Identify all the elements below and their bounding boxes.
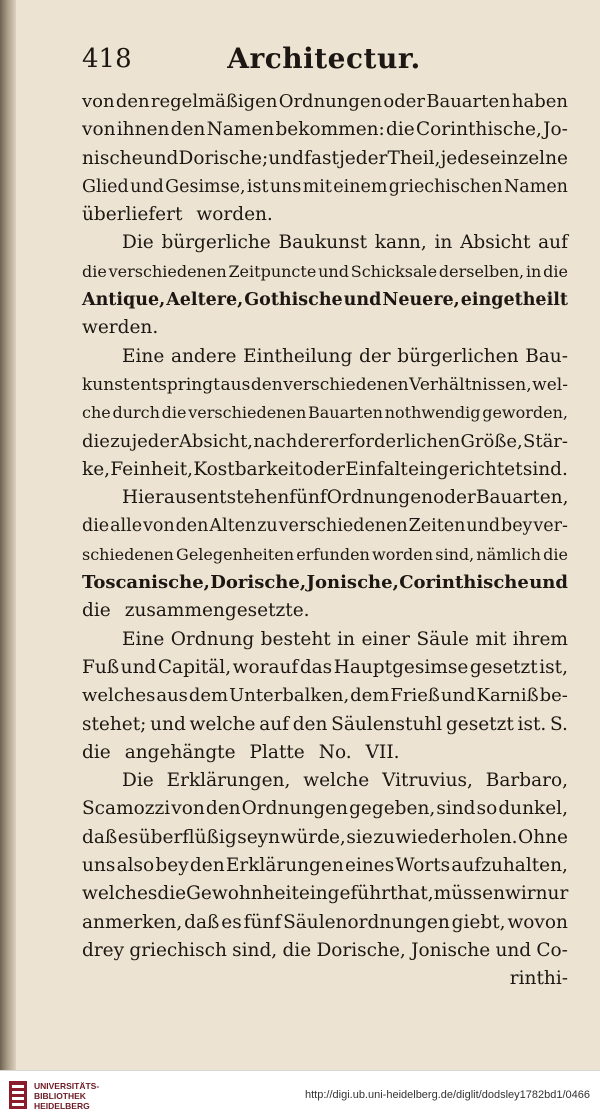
- word: verschiedenen: [278, 516, 408, 537]
- word: den: [175, 516, 209, 537]
- word: verschiedenen: [108, 261, 227, 281]
- word: von: [82, 91, 115, 112]
- word: die: [82, 741, 111, 763]
- word: und: [440, 685, 476, 707]
- word: Bauarten: [426, 91, 511, 112]
- page-text: [82, 88, 568, 994]
- word: bürgerlichen: [397, 345, 519, 367]
- word: Eintheilung: [243, 345, 353, 367]
- word: überflüßig: [138, 826, 237, 848]
- word: Bauarten: [307, 403, 383, 423]
- word: gesetzt: [469, 656, 538, 678]
- word: von: [82, 119, 116, 141]
- word: Bau-: [525, 345, 568, 367]
- word: kann,: [374, 232, 427, 254]
- word: Fuß: [82, 656, 120, 678]
- word: Gewohnheit: [186, 883, 299, 905]
- word: Ordnungen: [241, 798, 348, 820]
- word: ist.: [517, 713, 547, 735]
- text-line: [82, 880, 568, 908]
- text-line: [82, 145, 568, 173]
- text-line: [82, 541, 568, 569]
- word: regelmäßigen: [150, 91, 278, 112]
- word: eingetheilt: [460, 290, 568, 311]
- word: worauf: [232, 656, 299, 678]
- word: erforderlichen: [328, 430, 461, 452]
- word: Jo-: [543, 119, 568, 141]
- word: jedes: [440, 147, 490, 169]
- word: Vitruvius,: [382, 770, 473, 792]
- word: die: [161, 403, 187, 423]
- word: nach: [253, 430, 298, 452]
- word: dem: [350, 685, 390, 707]
- word: geworden,: [482, 403, 568, 423]
- word: Hieraus: [122, 487, 197, 509]
- text-line: [82, 569, 568, 597]
- word: angehängte: [124, 741, 236, 763]
- word: daß: [82, 826, 118, 848]
- word: dem: [188, 685, 229, 707]
- word: Hauptgesimse: [333, 656, 469, 678]
- word: bey: [155, 855, 189, 877]
- word: die: [157, 883, 187, 905]
- library-name: [34, 1081, 99, 1111]
- text-line: [82, 682, 568, 710]
- word: Ordnungen: [278, 91, 383, 112]
- word: stehet;: [82, 713, 147, 735]
- word: und: [495, 939, 532, 961]
- text-line: [82, 711, 568, 739]
- word: auf: [259, 713, 289, 735]
- word: werden.: [82, 317, 159, 339]
- word: nische: [82, 147, 143, 169]
- word: Gesimse,: [165, 176, 246, 197]
- library-name-line: BIBLIOTHEK: [34, 1091, 86, 1101]
- word: nur: [535, 883, 569, 905]
- word: Feinheit,: [110, 458, 194, 480]
- word: sind.: [522, 458, 568, 480]
- text-line: [82, 597, 568, 625]
- word: und: [318, 261, 349, 281]
- viewer-footer: [0, 1070, 600, 1120]
- word: Stär-: [523, 430, 568, 452]
- word: Karniß: [476, 685, 539, 707]
- word: sie: [346, 826, 373, 848]
- word: Worts: [395, 855, 451, 877]
- word: einzelne: [489, 147, 568, 169]
- word: es: [221, 911, 242, 933]
- word: die: [386, 119, 415, 141]
- word: rinthi-: [509, 968, 568, 990]
- word: aus: [220, 374, 251, 395]
- word: entspringt: [130, 374, 220, 395]
- word: Schicksale: [350, 261, 438, 281]
- word: und: [529, 572, 568, 594]
- word: sind: [436, 798, 476, 820]
- text-line: [82, 739, 568, 767]
- word: Eine: [122, 628, 165, 650]
- word: che: [82, 403, 111, 423]
- text-line: [82, 201, 568, 229]
- word: müssen: [433, 883, 505, 905]
- library-name-line: HEIDELBERG: [34, 1101, 90, 1111]
- word: Kostbarkeit: [193, 458, 302, 480]
- word: und: [142, 147, 179, 169]
- word: Eine: [122, 345, 165, 367]
- text-line: [82, 654, 568, 682]
- word: fünf: [243, 911, 282, 933]
- word: welches: [82, 685, 156, 707]
- word: verschiedenen: [188, 403, 307, 423]
- word: daß: [184, 911, 220, 933]
- text-line: [82, 428, 568, 456]
- word: mit: [475, 628, 507, 650]
- word: durch: [112, 403, 160, 423]
- word: also: [116, 855, 155, 877]
- word: Absicht,: [178, 430, 254, 452]
- text-line: [82, 824, 568, 852]
- word: und: [466, 516, 501, 537]
- word: schiedenen: [82, 544, 174, 564]
- word: No.: [318, 741, 352, 763]
- word: der: [297, 430, 329, 452]
- word: ihrem: [512, 628, 568, 650]
- word: Unterbalken,: [229, 685, 350, 707]
- word: ver-: [533, 516, 568, 537]
- word: Co-: [536, 939, 568, 961]
- word: Zeiten: [408, 516, 466, 537]
- text-line: [82, 512, 568, 540]
- word: nämlich: [476, 544, 541, 564]
- word: die: [82, 516, 110, 537]
- word: Ohne: [518, 826, 568, 848]
- word: hat,: [397, 883, 434, 905]
- word: worden.: [196, 204, 273, 226]
- word: Jonische,: [306, 572, 399, 594]
- word: den: [292, 713, 328, 735]
- word: und: [120, 656, 157, 678]
- word: wovon: [507, 911, 568, 933]
- word: verschiedenen: [283, 374, 409, 395]
- word: griechischen: [388, 176, 503, 197]
- word: welche: [303, 770, 370, 792]
- library-name-line: UNIVERSITÄTS-: [34, 1081, 100, 1091]
- word: nothwendig: [384, 403, 481, 423]
- word: aufzuhalten,: [451, 855, 568, 877]
- word: wiederholen.: [395, 826, 518, 848]
- word: den: [115, 91, 150, 112]
- word: Einfalt: [345, 458, 408, 480]
- word: Säulenordnungen: [283, 911, 450, 933]
- word: Antique,: [82, 290, 166, 311]
- word: drey: [82, 939, 125, 961]
- word: eines: [345, 855, 395, 877]
- word: und: [150, 713, 186, 735]
- word: in: [525, 261, 542, 281]
- text-line: [82, 965, 568, 993]
- text-line: [82, 399, 568, 427]
- word: gegeben,: [349, 798, 436, 820]
- word: oder: [383, 91, 425, 112]
- word: Dorische;: [178, 147, 269, 169]
- word: seyn: [237, 826, 281, 848]
- word: bürgerliche: [161, 232, 271, 254]
- word: Ordnungen: [326, 487, 434, 509]
- word: und: [268, 147, 304, 169]
- page-header: [78, 40, 570, 80]
- word: zu: [110, 430, 132, 452]
- word: Erklärungen: [225, 855, 344, 877]
- word: worden: [372, 544, 434, 564]
- word: eingeführt: [298, 883, 398, 905]
- word: bekommen:: [275, 119, 385, 141]
- word: sind,: [435, 544, 475, 564]
- word: Säulenstuhl: [331, 713, 443, 735]
- word: Absicht: [460, 232, 531, 254]
- word: in: [434, 232, 453, 254]
- word: die: [543, 544, 568, 564]
- word: griechisch: [129, 939, 227, 961]
- text-line: [82, 484, 568, 512]
- word: Verhältnissen,: [409, 374, 532, 395]
- text-line: [82, 116, 568, 144]
- word: Dorische,: [210, 572, 307, 594]
- word: das: [299, 656, 333, 678]
- word: den: [189, 855, 225, 877]
- text-line: [82, 909, 568, 937]
- word: der: [358, 345, 391, 367]
- word: welche: [189, 713, 256, 735]
- word: es: [117, 826, 139, 848]
- word: oder: [433, 487, 476, 509]
- word: von: [142, 516, 175, 537]
- word: Capitäl,: [157, 656, 232, 678]
- word: Namen: [206, 119, 275, 141]
- word: zu: [257, 516, 278, 537]
- word: uns: [269, 176, 302, 197]
- word: derselben,: [438, 261, 525, 281]
- word: Barbaro,: [485, 770, 568, 792]
- word: bey: [501, 516, 533, 537]
- word: von: [171, 798, 205, 820]
- word: wel-: [532, 374, 568, 395]
- word: fünf: [289, 487, 327, 509]
- word: Gothische: [244, 290, 343, 311]
- text-line: [82, 626, 568, 654]
- word: überliefert: [82, 204, 183, 226]
- word: in: [337, 628, 355, 650]
- word: Dorische,: [316, 939, 406, 961]
- text-line: [82, 937, 568, 965]
- word: ist,: [539, 656, 568, 678]
- word: Frieß: [390, 685, 440, 707]
- text-line: [82, 852, 568, 880]
- word: anmerken,: [82, 911, 183, 933]
- text-line: [82, 456, 568, 484]
- word: Corinthische: [399, 572, 529, 594]
- word: jeder: [131, 430, 179, 452]
- word: den: [205, 798, 241, 820]
- word: zu: [373, 826, 395, 848]
- word: oder: [302, 458, 345, 480]
- text-line: [82, 286, 568, 314]
- word: alle: [110, 516, 143, 537]
- word: entstehen: [196, 487, 290, 509]
- word: den: [170, 119, 206, 141]
- word: ihnen: [116, 119, 170, 141]
- word: so: [476, 798, 498, 820]
- word: auf: [538, 232, 568, 254]
- word: zusammengesetzte.: [124, 600, 310, 622]
- word: ist: [246, 176, 269, 197]
- word: gesetzt: [445, 713, 514, 735]
- word: Neuere,: [382, 290, 460, 311]
- running-title: Architectur.: [227, 42, 421, 75]
- word: die: [82, 600, 111, 622]
- text-line: [82, 767, 568, 795]
- word: wir: [505, 883, 536, 905]
- word: einer: [361, 628, 411, 650]
- word: besteht: [260, 628, 331, 650]
- word: ke,: [82, 458, 111, 480]
- word: haben: [511, 91, 568, 112]
- text-line: [82, 173, 568, 201]
- word: den: [250, 374, 283, 395]
- word: Scamozzi: [82, 798, 171, 820]
- text-line: [82, 314, 568, 342]
- word: uns: [82, 855, 116, 877]
- word: würde,: [280, 826, 346, 848]
- word: Erklärungen,: [166, 770, 291, 792]
- word: Toscanische,: [82, 572, 210, 594]
- word: Die: [122, 770, 154, 792]
- word: Die: [122, 232, 154, 254]
- word: mit: [302, 176, 332, 197]
- word: dunkel,: [498, 798, 568, 820]
- word: die: [543, 261, 568, 281]
- word: Aeltere,: [166, 290, 244, 311]
- word: Baukunst: [278, 232, 368, 254]
- word: Glied: [82, 176, 129, 197]
- word: Bauarten,: [475, 487, 569, 509]
- word: die: [282, 939, 312, 961]
- word: und: [130, 176, 164, 197]
- text-line: [82, 229, 568, 257]
- text-line: [82, 88, 568, 116]
- word: Theil,: [387, 147, 441, 169]
- word: die: [82, 430, 110, 452]
- word: Corinthische,: [416, 119, 542, 141]
- word: S.: [549, 713, 568, 735]
- word: aus: [156, 685, 188, 707]
- word: VII.: [365, 741, 400, 763]
- word: Gelegenheiten: [176, 544, 294, 564]
- word: jeder: [339, 147, 388, 169]
- text-line: [82, 371, 568, 399]
- word: Säule: [416, 628, 469, 650]
- word: einem: [333, 176, 388, 197]
- page-number: 418: [82, 44, 132, 74]
- word: erfunden: [296, 544, 370, 564]
- word: giebt,: [451, 911, 506, 933]
- page-binding-shadow: [0, 0, 16, 1070]
- word: Ordnung: [170, 628, 255, 650]
- source-url-link[interactable]: http://digi.ub.uni-heidelberg.de/diglit/dodsley1782bd1/0466: [305, 1089, 590, 1101]
- word: be-: [539, 685, 568, 707]
- word: welches: [82, 883, 158, 905]
- text-line: [82, 258, 568, 286]
- university-logo-icon: [8, 1080, 28, 1110]
- word: Jonische: [411, 939, 491, 961]
- text-line: [82, 343, 568, 371]
- word: eingerichtet: [408, 458, 523, 480]
- word: Platte: [249, 741, 305, 763]
- word: Alten: [209, 516, 257, 537]
- word: Namen: [503, 176, 568, 197]
- word: Größe,: [460, 430, 523, 452]
- word: Zeitpuncte: [228, 261, 317, 281]
- word: sind,: [232, 939, 278, 961]
- text-line: [82, 795, 568, 823]
- word: andere: [170, 345, 237, 367]
- word: und: [343, 290, 382, 311]
- word: fast: [304, 147, 339, 169]
- word: die: [82, 261, 107, 281]
- word: kunst: [82, 374, 130, 395]
